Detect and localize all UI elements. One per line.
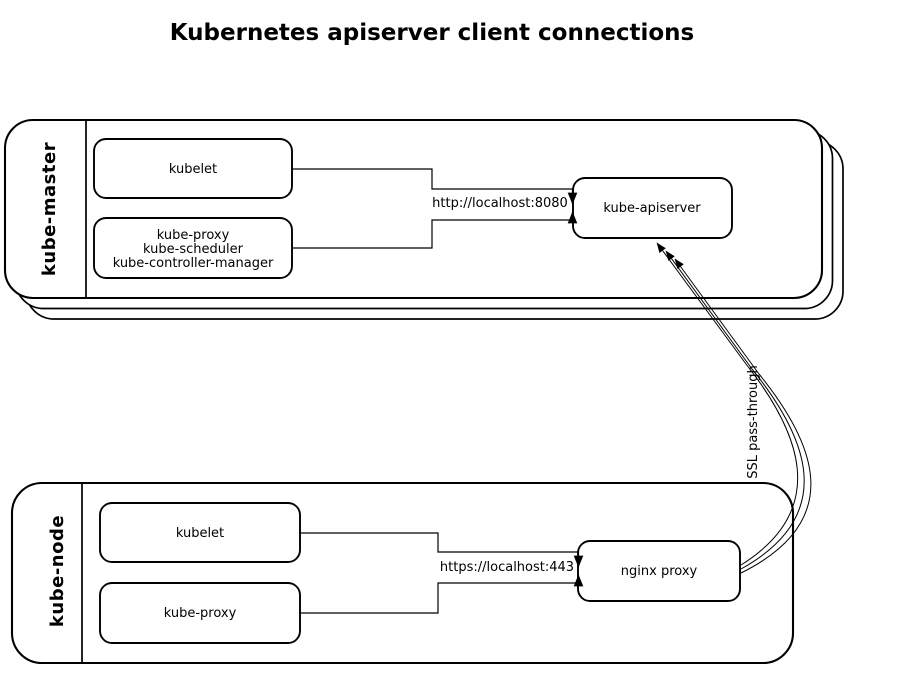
master-proxy-stack-line2: kube-scheduler [143, 242, 243, 257]
kube-apiserver-label: kube-apiserver [603, 201, 701, 216]
node-kube-proxy-label: kube-proxy [163, 606, 237, 621]
node-connection-label: https://localhost:443 [439, 560, 575, 575]
master-proxy-stack-line3: kube-controller-manager [112, 256, 274, 271]
ssl-pass-through-label: SSL pass-through [746, 365, 761, 479]
master-group-label: kube-master [39, 141, 60, 277]
master-proxy-stack-line1: kube-proxy [156, 228, 230, 243]
node-group-container [12, 483, 793, 663]
node-kubelet-label: kubelet [175, 526, 225, 541]
master-kubelet-label: kubelet [168, 162, 218, 177]
master-group-container [5, 120, 843, 319]
nginx-proxy-label: nginx proxy [620, 564, 698, 579]
master-connection-label: http://localhost:8080 [432, 196, 568, 211]
page-title: Kubernetes apiserver client connections [169, 20, 695, 46]
node-group-label: kube-node [47, 514, 68, 628]
